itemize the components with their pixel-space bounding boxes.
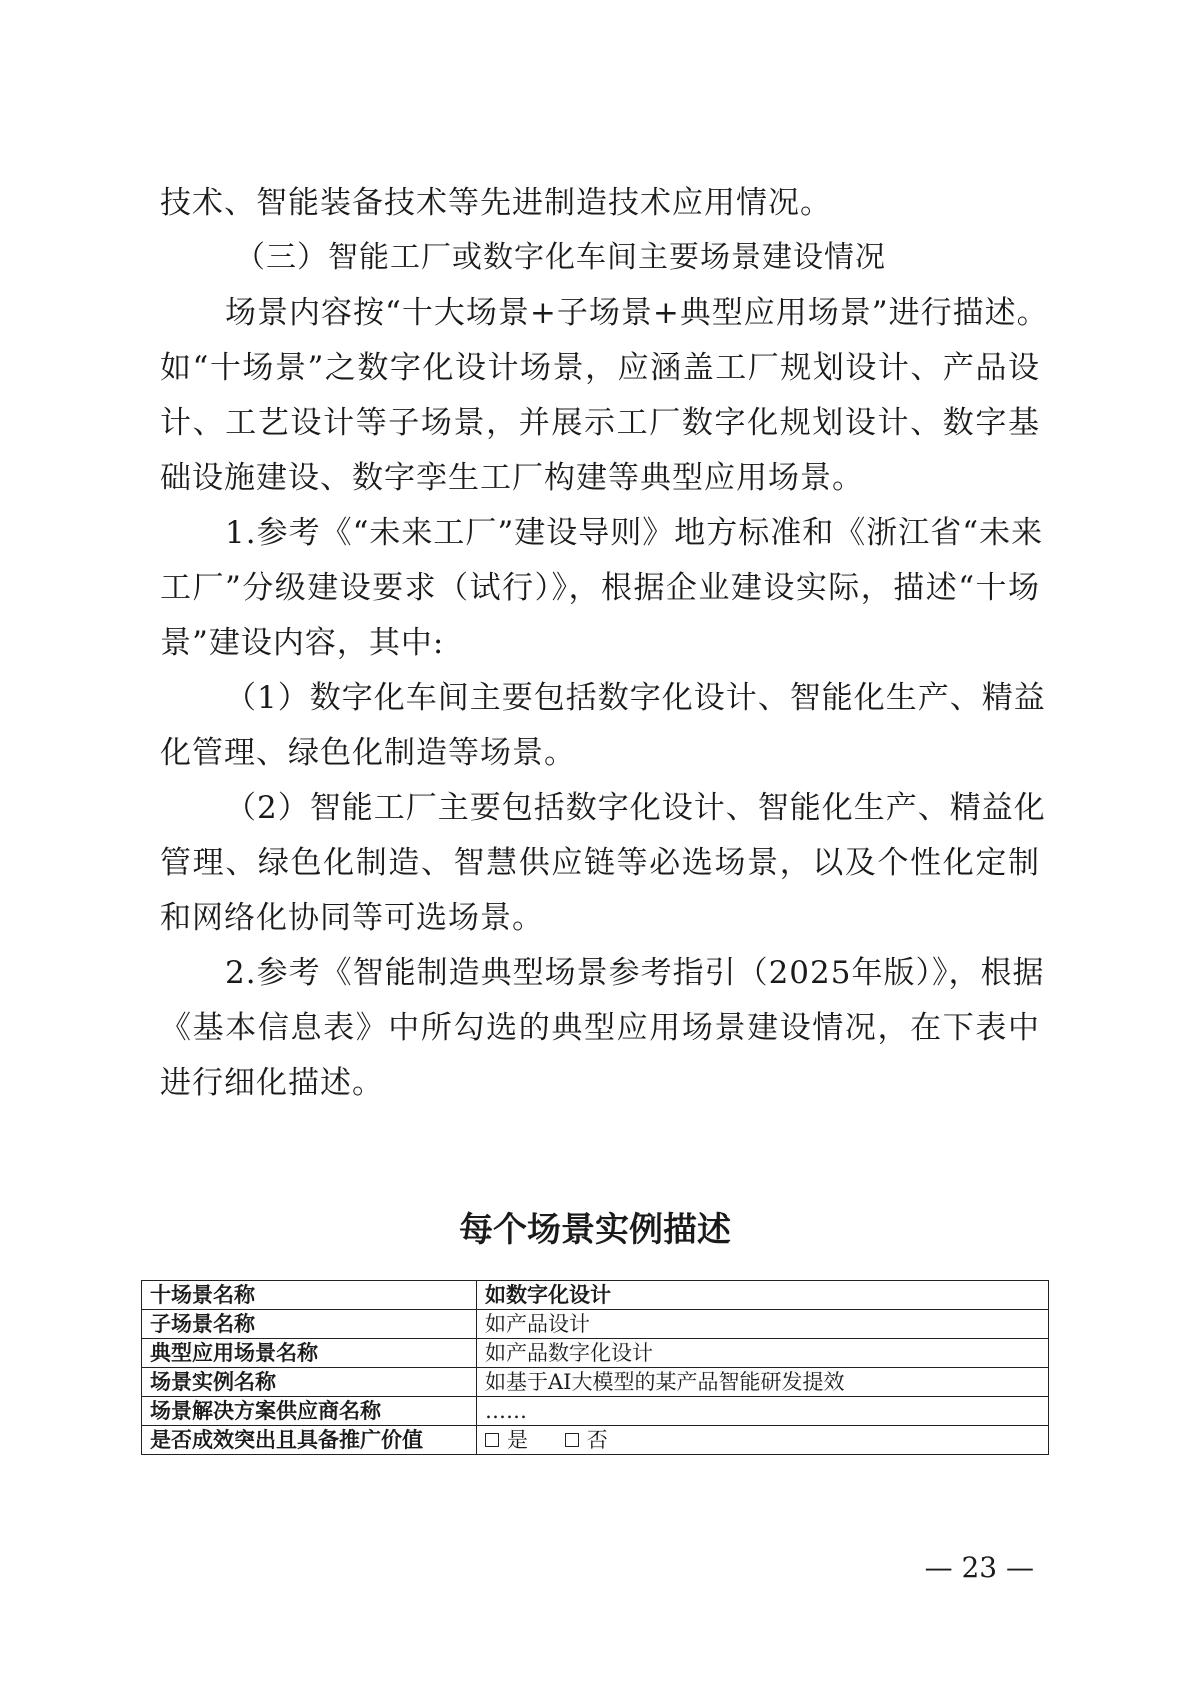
table-row (142, 1281, 1049, 1310)
paragraph-line: 进行细化描述。 (160, 1065, 384, 1101)
table-row (142, 1339, 1049, 1368)
paragraph-line: 和网络化协同等可选场景。 (160, 900, 544, 936)
paragraph-line: 管理、绿色化制造、智慧供应链等必选场景，以及个性化定制 (160, 845, 1040, 881)
paragraph-line: 化管理、绿色化制造等场景。 (160, 735, 576, 771)
table-row (142, 1368, 1049, 1397)
paragraph-line: 如“十场景”之数字化设计场景，应涵盖工厂规划设计、产品设 (160, 350, 1040, 386)
table-title: 每个场景实例描述 (459, 1210, 731, 1250)
paragraph-line: 场景内容按“十大场景+子场景+典型应用场景”进行描述。 (225, 295, 1049, 331)
paragraph-line: 景”建设内容，其中: (160, 625, 445, 661)
row-value: 如数字化设计 (477, 1281, 1049, 1310)
option-yes[interactable] (485, 1426, 528, 1454)
paragraph-line: （2）智能工厂主要包括数字化设计、智能化生产、精益化 (225, 790, 1046, 826)
option-label: 是 (507, 1428, 528, 1452)
row-label: 场景实例名称 (142, 1368, 477, 1397)
page-number: — 23 — (924, 1551, 1034, 1584)
row-value: 如产品数字化设计 (477, 1339, 1049, 1368)
row-label: 场景解决方案供应商名称 (142, 1397, 477, 1426)
checkbox-icon[interactable] (565, 1433, 579, 1447)
paragraph-line: 2.参考《智能制造典型场景参考指引（2025年版）》，根据 (225, 955, 1045, 991)
row-value: 如基于AI大模型的某产品智能研发提效 (477, 1368, 1049, 1397)
paragraph-line: 《基本信息表》中所勾选的典型应用场景建设情况，在下表中 (160, 1010, 1040, 1046)
table-row (142, 1397, 1049, 1426)
paragraph-line: （1）数字化车间主要包括数字化设计、智能化生产、精益 (225, 680, 1046, 716)
paragraph-line: 1.参考《“未来工厂”建设导则》地方标准和《浙江省“未来 (225, 515, 1044, 551)
paragraph-line: 工厂”分级建设要求（试行）》，根据企业建设实际，描述“十场 (160, 570, 1040, 606)
table-row (142, 1310, 1049, 1339)
row-value: 如产品设计 (477, 1310, 1049, 1339)
option-no[interactable] (565, 1426, 608, 1454)
row-label: 子场景名称 (142, 1310, 477, 1339)
option-label: 否 (586, 1428, 608, 1452)
row-label: 十场景名称 (142, 1281, 477, 1310)
section-heading: （三）智能工厂或数字化车间主要场景建设情况 (235, 240, 886, 275)
checkbox-icon[interactable] (485, 1433, 499, 1447)
paragraph-line: 技术、智能装备技术等先进制造技术应用情况。 (160, 185, 832, 221)
paragraph-line: 计、工艺设计等子场景，并展示工厂数字化规划设计、数字基 (160, 405, 1040, 441)
scene-description-table (141, 1280, 1049, 1455)
row-value-options (477, 1426, 1049, 1455)
row-value: …… (477, 1397, 1049, 1426)
paragraph-line: 础设施建设、数字孪生工厂构建等典型应用场景。 (160, 460, 864, 496)
table-row (142, 1426, 1049, 1455)
row-label: 是否成效突出且具备推广价值 (142, 1426, 477, 1455)
row-label: 典型应用场景名称 (142, 1339, 477, 1368)
